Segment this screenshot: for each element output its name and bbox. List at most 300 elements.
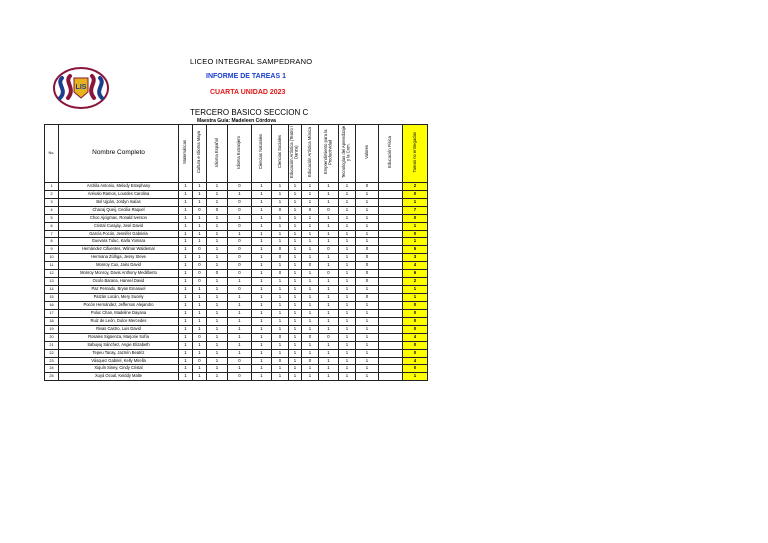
table-row (45, 301, 428, 309)
table-row (45, 294, 428, 302)
student-name: Paz Pernado, Bryan Emanuel (59, 286, 179, 294)
grade-cell: 1 (319, 294, 339, 302)
grade-cell: 1 (289, 357, 302, 365)
grade-cell: 1 (319, 373, 339, 381)
grade-cell: 1 (179, 317, 193, 325)
empty-cell (379, 238, 403, 246)
missing-count-cell: 0 (403, 214, 428, 222)
grade-cell: 0 (356, 182, 379, 190)
grade-cell: 1 (272, 262, 289, 270)
row-number: 18 (45, 317, 59, 325)
grade-cell: 0 (228, 286, 252, 294)
grade-cell: 1 (302, 286, 319, 294)
grade-cell: 1 (179, 325, 193, 333)
row-number: 23 (45, 357, 59, 365)
grade-cell: 1 (302, 278, 319, 286)
grade-cell: 1 (179, 357, 193, 365)
empty-cell (379, 365, 403, 373)
grade-cell: 1 (339, 206, 356, 214)
grade-cell: 1 (193, 230, 207, 238)
table-row (45, 341, 428, 349)
missing-count-cell: 2 (403, 182, 428, 190)
subject-header: Educación Física (379, 125, 403, 183)
empty-cell (379, 357, 403, 365)
empty-cell (379, 198, 403, 206)
grade-cell: 1 (272, 301, 289, 309)
grade-cell: 1 (272, 238, 289, 246)
grade-cell: 1 (252, 222, 272, 230)
grade-cell: 1 (252, 325, 272, 333)
grade-cell: 1 (207, 198, 228, 206)
grade-cell: 1 (289, 206, 302, 214)
grade-cell: 0 (193, 246, 207, 254)
table-row (45, 230, 428, 238)
row-number: 19 (45, 325, 59, 333)
grade-cell: 1 (356, 206, 379, 214)
grade-cell: 1 (289, 262, 302, 270)
grade-cell: 0 (356, 278, 379, 286)
grade-cell: 0 (228, 206, 252, 214)
grade-cell: 1 (319, 357, 339, 365)
table-row (45, 373, 428, 381)
grade-cell: 0 (193, 278, 207, 286)
grade-cell: 1 (207, 309, 228, 317)
grade-cell: 1 (319, 325, 339, 333)
table-row (45, 286, 428, 294)
grade-cell: 1 (339, 230, 356, 238)
grade-cell: 1 (207, 294, 228, 302)
grade-cell: 1 (356, 333, 379, 341)
grade-cell: 1 (319, 286, 339, 294)
grade-cell: 1 (272, 286, 289, 294)
grade-cell: 1 (193, 190, 207, 198)
empty-cell (379, 309, 403, 317)
student-name: Ocolo Barana, Hansel David (59, 278, 179, 286)
grade-cell: 1 (339, 294, 356, 302)
grade-cell: 1 (319, 301, 339, 309)
subject-header: Matemáticas (179, 125, 193, 183)
empty-cell (379, 262, 403, 270)
student-name: Arévalo Ramos, Lourdes Carolina (59, 190, 179, 198)
grade-section: TERCERO BASICO SECCION C (190, 108, 309, 117)
grade-cell: 1 (179, 246, 193, 254)
grade-cell: 1 (252, 278, 272, 286)
empty-cell (379, 278, 403, 286)
grade-cell: 1 (356, 357, 379, 365)
grade-cell: 1 (252, 206, 272, 214)
grade-cell: 0 (228, 373, 252, 381)
grade-cell: 1 (302, 238, 319, 246)
grade-cell: 1 (356, 325, 379, 333)
grade-cell: 1 (339, 325, 356, 333)
grade-cell: 1 (356, 341, 379, 349)
grade-cell: 1 (319, 198, 339, 206)
grade-cell: 1 (319, 238, 339, 246)
grade-cell: 1 (289, 254, 302, 262)
grade-cell: 1 (193, 222, 207, 230)
row-number: 13 (45, 278, 59, 286)
empty-cell (379, 333, 403, 341)
table-row (45, 325, 428, 333)
grade-cell: 0 (319, 246, 339, 254)
grade-cell: 1 (289, 182, 302, 190)
grade-cell: 1 (193, 365, 207, 373)
grade-cell: 1 (228, 278, 252, 286)
grade-cell: 0 (356, 270, 379, 278)
grade-cell: 1 (356, 301, 379, 309)
grade-cell: 1 (207, 254, 228, 262)
table-row (45, 182, 428, 190)
grade-cell: 1 (339, 349, 356, 357)
table-row (45, 317, 428, 325)
missing-count-cell: 1 (403, 294, 428, 302)
grade-cell: 1 (356, 365, 379, 373)
row-number: 25 (45, 373, 59, 381)
row-number: 8 (45, 238, 59, 246)
grade-cell: 0 (207, 206, 228, 214)
grade-cell: 0 (193, 206, 207, 214)
student-name: Rivas Castro, Luis David (59, 325, 179, 333)
empty-cell (379, 349, 403, 357)
grade-cell: 1 (289, 301, 302, 309)
grade-cell: 1 (302, 349, 319, 357)
grade-cell: 1 (302, 325, 319, 333)
grade-cell: 1 (339, 190, 356, 198)
grade-cell: 1 (302, 190, 319, 198)
grade-cell: 1 (228, 365, 252, 373)
grade-cell: 1 (252, 309, 272, 317)
grade-cell: 1 (228, 301, 252, 309)
student-name: Monroy Monroy, Davis Anthony Medilberto (59, 270, 179, 278)
missing-count-cell: 0 (403, 349, 428, 357)
grade-cell: 0 (272, 206, 289, 214)
grade-cell: 1 (289, 238, 302, 246)
grade-cell: 0 (228, 198, 252, 206)
grade-cell: 1 (302, 246, 319, 254)
grade-cell: 1 (339, 246, 356, 254)
grade-cell: 1 (207, 301, 228, 309)
grade-cell: 1 (272, 222, 289, 230)
subject-header: Valores (356, 125, 379, 183)
row-number: 9 (45, 246, 59, 254)
grade-cell: 1 (289, 333, 302, 341)
grade-cell: 1 (302, 222, 319, 230)
grade-cell: 1 (207, 230, 228, 238)
table-row (45, 198, 428, 206)
grade-cell: 1 (252, 294, 272, 302)
missing-count-cell: 0 (403, 365, 428, 373)
empty-cell (379, 341, 403, 349)
grade-cell: 1 (272, 230, 289, 238)
grade-cell: 1 (193, 373, 207, 381)
grade-cell: 1 (179, 182, 193, 190)
row-number: 15 (45, 294, 59, 302)
grade-cell: 1 (319, 341, 339, 349)
grade-cell: 1 (289, 286, 302, 294)
school-logo (52, 66, 110, 110)
grade-cell: 1 (319, 317, 339, 325)
missing-count-cell: 1 (403, 198, 428, 206)
table-row (45, 365, 428, 373)
missing-count-cell: 0 (403, 230, 428, 238)
grade-cell: 1 (319, 190, 339, 198)
grade-cell: 1 (272, 349, 289, 357)
student-name: García Pocón, Jennifer Gabriela (59, 230, 179, 238)
grade-cell: 1 (193, 182, 207, 190)
grade-cell: 1 (289, 325, 302, 333)
grade-cell: 1 (179, 294, 193, 302)
empty-cell (379, 373, 403, 381)
grade-cell: 0 (272, 254, 289, 262)
grade-cell: 1 (272, 198, 289, 206)
empty-cell (379, 286, 403, 294)
grade-cell: 1 (179, 341, 193, 349)
subject-header: Ciencias Naturales (252, 125, 272, 183)
grade-cell: 1 (252, 254, 272, 262)
grade-cell: 1 (289, 198, 302, 206)
grade-cell: 1 (252, 246, 272, 254)
subject-header: Idioma Extranjero (228, 125, 252, 183)
grade-cell: 1 (207, 357, 228, 365)
grade-cell: 0 (193, 357, 207, 365)
grade-cell: 1 (179, 238, 193, 246)
grade-cell: 1 (289, 214, 302, 222)
empty-cell (379, 301, 403, 309)
row-number: 1 (45, 182, 59, 190)
empty-cell (379, 325, 403, 333)
grade-cell: 1 (356, 190, 379, 198)
table-row (45, 254, 428, 262)
grade-cell: 1 (289, 341, 302, 349)
grade-cell: 1 (179, 286, 193, 294)
empty-cell (379, 246, 403, 254)
table-row (45, 190, 428, 198)
grade-cell: 0 (193, 270, 207, 278)
grade-cell: 1 (289, 246, 302, 254)
unit-title: CUARTA UNIDAD 2023 (210, 89, 286, 96)
grade-cell: 1 (252, 270, 272, 278)
grade-cell: 1 (339, 270, 356, 278)
grade-cell: 1 (228, 341, 252, 349)
grade-cell: 1 (252, 262, 272, 270)
missing-count-cell: 1 (403, 238, 428, 246)
school-name: LICEO INTEGRAL SAMPEDRANO (190, 57, 313, 66)
grade-cell: 1 (319, 230, 339, 238)
grade-cell: 1 (272, 182, 289, 190)
grade-cell: 1 (289, 222, 302, 230)
student-name: Tepeu Tacay, Jazmín Beatriz (59, 349, 179, 357)
grade-cell: 1 (252, 373, 272, 381)
grade-cell: 1 (339, 286, 356, 294)
report-title: INFORME DE TAREAS 1 (206, 73, 286, 80)
grade-cell: 1 (319, 262, 339, 270)
table-row (45, 222, 428, 230)
grade-cell: 1 (193, 301, 207, 309)
grade-cell: 1 (272, 317, 289, 325)
grade-cell: 1 (339, 309, 356, 317)
grade-cell: 1 (179, 373, 193, 381)
grade-cell: 1 (356, 222, 379, 230)
empty-cell (379, 230, 403, 238)
grade-cell: 1 (193, 325, 207, 333)
grade-cell: 1 (356, 309, 379, 317)
grade-cell: 0 (228, 357, 252, 365)
grade-cell: 1 (302, 270, 319, 278)
grade-cell: 0 (302, 206, 319, 214)
student-name: Cristal Curajay, José David (59, 222, 179, 230)
grade-cell: 1 (252, 214, 272, 222)
grade-cell: 1 (207, 278, 228, 286)
student-name: Xiquín Siney, Cindy Cristal (59, 365, 179, 373)
grade-cell: 1 (356, 198, 379, 206)
name-header: Nombre Completo (59, 125, 179, 183)
subject-header: Educación Artística Música (302, 125, 319, 183)
table-row (45, 333, 428, 341)
grade-cell: 1 (289, 270, 302, 278)
grade-cell: 1 (207, 182, 228, 190)
grade-cell: 1 (272, 341, 289, 349)
subject-header: Educación Artística (Teatro / Danza) (289, 125, 302, 183)
missing-count-cell: 1 (403, 286, 428, 294)
missing-count-cell: 4 (403, 357, 428, 365)
student-name: Monroy Cux, Jairo David (59, 262, 179, 270)
missing-count-cell: 5 (403, 246, 428, 254)
grade-cell: 1 (252, 357, 272, 365)
grade-cell: 1 (207, 214, 228, 222)
grade-cell: 1 (272, 365, 289, 373)
grade-cell: 0 (302, 357, 319, 365)
grade-cell: 0 (207, 270, 228, 278)
grade-cell: 1 (179, 222, 193, 230)
grade-cell: 1 (228, 230, 252, 238)
grade-cell: 1 (207, 317, 228, 325)
grade-cell: 1 (272, 325, 289, 333)
grade-cell: 0 (272, 357, 289, 365)
row-number: 3 (45, 198, 59, 206)
grade-cell: 1 (179, 230, 193, 238)
table-row (45, 238, 428, 246)
teacher-name: Maestra Guía: Madeleen Córdova (197, 118, 276, 124)
grade-cell: 1 (319, 349, 339, 357)
row-number: 10 (45, 254, 59, 262)
student-name: Pocón Hernández, Jefferson Alejandro (59, 301, 179, 309)
student-name: Puluc Chan, Madeline Dayana (59, 309, 179, 317)
grade-cell: 1 (339, 238, 356, 246)
grade-cell: 1 (179, 214, 193, 222)
grade-cell: 1 (339, 222, 356, 230)
grade-cell: 1 (207, 373, 228, 381)
grade-cell: 1 (207, 325, 228, 333)
grade-cell: 1 (339, 182, 356, 190)
grade-cell: 1 (228, 333, 252, 341)
empty-cell (379, 214, 403, 222)
grade-cell: 1 (272, 309, 289, 317)
student-name: Archila Antonio, Melody Estephany (59, 182, 179, 190)
grade-cell: 1 (228, 190, 252, 198)
row-number: 14 (45, 286, 59, 294)
grade-cell: 1 (179, 206, 193, 214)
student-name: Chacaj Queij, Cecilia Raquel (59, 206, 179, 214)
grade-cell: 1 (193, 294, 207, 302)
table-row (45, 214, 428, 222)
empty-cell (379, 206, 403, 214)
grade-cell: 1 (339, 214, 356, 222)
grade-cell: 1 (179, 278, 193, 286)
missing-count-cell: 0 (403, 190, 428, 198)
row-number: 24 (45, 365, 59, 373)
number-header: No. (45, 125, 59, 183)
table-row (45, 278, 428, 286)
grade-cell: 1 (339, 373, 356, 381)
grade-cell: 0 (228, 246, 252, 254)
table-row (45, 349, 428, 357)
grade-cell: 0 (319, 206, 339, 214)
grade-cell: 1 (339, 365, 356, 373)
grade-cell: 1 (228, 294, 252, 302)
grade-cell: 1 (228, 309, 252, 317)
grade-cell: 1 (339, 317, 356, 325)
grade-cell: 1 (252, 365, 272, 373)
student-name: Bol Ujpán, Jordyn Isaías (59, 198, 179, 206)
empty-cell (379, 294, 403, 302)
missing-count-cell: 1 (403, 222, 428, 230)
grade-cell: 1 (252, 317, 272, 325)
grade-cell: 0 (319, 333, 339, 341)
grade-cell: 0 (319, 270, 339, 278)
grade-cell: 0 (356, 262, 379, 270)
grade-cell: 1 (319, 278, 339, 286)
table-row (45, 206, 428, 214)
table-row (45, 270, 428, 278)
grade-cell: 1 (302, 254, 319, 262)
grade-cell: 1 (193, 309, 207, 317)
row-number: 20 (45, 333, 59, 341)
table-row (45, 262, 428, 270)
grade-cell: 1 (252, 341, 272, 349)
grade-cell: 1 (228, 317, 252, 325)
grade-cell: 1 (207, 333, 228, 341)
table-row (45, 246, 428, 254)
student-name: Choc Ajcigmac, Ronald Iverson (59, 214, 179, 222)
grade-cell: 0 (228, 262, 252, 270)
grade-cell: 1 (356, 317, 379, 325)
row-number: 2 (45, 190, 59, 198)
grade-cell: 1 (302, 230, 319, 238)
grade-cell: 1 (252, 190, 272, 198)
student-name: Hernández Cifuentes, Wilmar Waldemar (59, 246, 179, 254)
missing-count-cell: 4 (403, 333, 428, 341)
grade-cell: 1 (272, 373, 289, 381)
student-name: Xuyá Ocoal, Keiddy Malte (59, 373, 179, 381)
grade-cell: 1 (302, 365, 319, 373)
grade-cell: 1 (193, 198, 207, 206)
empty-cell (379, 254, 403, 262)
student-name: Rosales Sigüenza, Marjorie Sofía (59, 333, 179, 341)
missing-count-cell: 3 (403, 254, 428, 262)
grade-cell: 0 (228, 254, 252, 262)
grade-cell: 1 (339, 198, 356, 206)
subject-header: Tecnologías del Aprendizaje y la Com. (339, 125, 356, 183)
subject-header: Ciencias Sociales (272, 125, 289, 183)
grade-cell: 1 (179, 333, 193, 341)
grade-cell: 1 (252, 286, 272, 294)
grade-cell: 1 (228, 349, 252, 357)
grade-cell: 1 (289, 278, 302, 286)
grade-cell: 0 (302, 262, 319, 270)
grade-cell: 1 (207, 262, 228, 270)
grade-cell: 0 (272, 246, 289, 254)
grade-cell: 1 (193, 341, 207, 349)
